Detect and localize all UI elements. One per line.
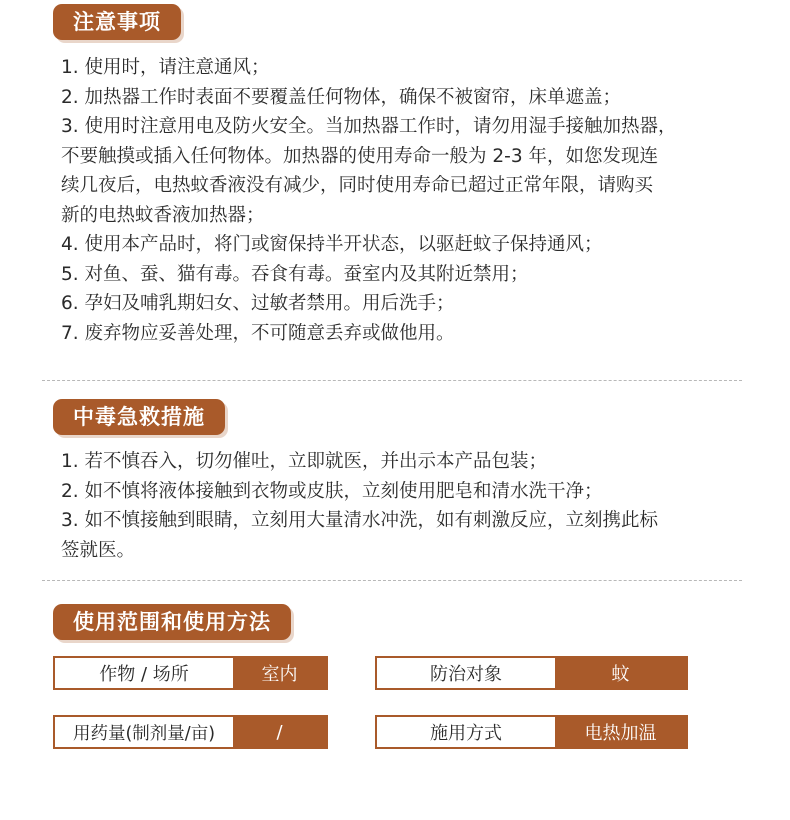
field-label: 施用方式 xyxy=(377,717,555,747)
field-application-method xyxy=(375,715,688,749)
precautions-heading xyxy=(53,4,181,40)
list-item: 5. 对鱼、蚕、猫有毒。吞食有毒。蚕室内及其附近禁用； xyxy=(61,263,529,285)
field-label: 用药量(制剂量/亩) xyxy=(55,717,233,747)
usage-heading xyxy=(53,604,291,640)
list-item: 3. 如不慎接触到眼睛，立刻用大量清水冲洗，如有刺激反应，立刻携此标 xyxy=(61,510,659,531)
field-value: / xyxy=(233,717,326,747)
field-dosage xyxy=(53,715,328,749)
section-divider xyxy=(42,380,742,381)
precautions-title: 注意事项 xyxy=(73,10,161,34)
list-item: 新的电热蚊香液加热器； xyxy=(61,204,265,226)
first-aid-title: 中毒急救措施 xyxy=(73,405,205,429)
first-aid-list xyxy=(61,447,761,565)
list-item: 1. 使用时，请注意通风； xyxy=(61,57,270,78)
section-divider xyxy=(42,580,742,581)
list-item: 2. 如不慎将液体接触到衣物或皮肤，立刻使用肥皂和清水洗干净； xyxy=(61,480,603,502)
list-item: 4. 使用本产品时，将门或窗保持半开状态，以驱赶蚊子保持通风； xyxy=(61,234,603,255)
list-item: 7. 废弃物应妥善处理，不可随意丢弃或做他用。 xyxy=(61,322,455,344)
field-value: 室内 xyxy=(233,658,326,688)
list-item: 6. 孕妇及哺乳期妇女、过敏者禁用。用后洗手； xyxy=(61,293,455,314)
list-item: 签就医。 xyxy=(61,539,136,561)
precautions-list xyxy=(61,53,761,348)
list-item: 1. 若不慎吞入，切勿催吐，立即就医，并出示本产品包装； xyxy=(61,451,548,472)
field-value: 蚊 xyxy=(555,658,686,688)
list-item: 不要触摸或插入任何物体。加热器的使用寿命一般为 2-3 年，如您发现连 xyxy=(61,145,658,167)
field-crop-site xyxy=(53,656,328,690)
field-label: 作物 / 场所 xyxy=(55,658,233,688)
list-item: 3. 使用时注意用电及防火安全。当加热器工作时，请勿用湿手接触加热器， xyxy=(61,116,677,137)
usage-title: 使用范围和使用方法 xyxy=(73,610,271,634)
field-value: 电热加温 xyxy=(555,717,686,747)
field-label: 防治对象 xyxy=(377,658,555,688)
list-item: 2. 加热器工作时表面不要覆盖任何物体，确保不被窗帘，床单遮盖； xyxy=(61,86,622,108)
list-item: 续几夜后，电热蚊香液没有减少，同时使用寿命已超过正常年限，请购买 xyxy=(61,175,654,196)
field-target-pest xyxy=(375,656,688,690)
first-aid-heading xyxy=(53,399,225,435)
